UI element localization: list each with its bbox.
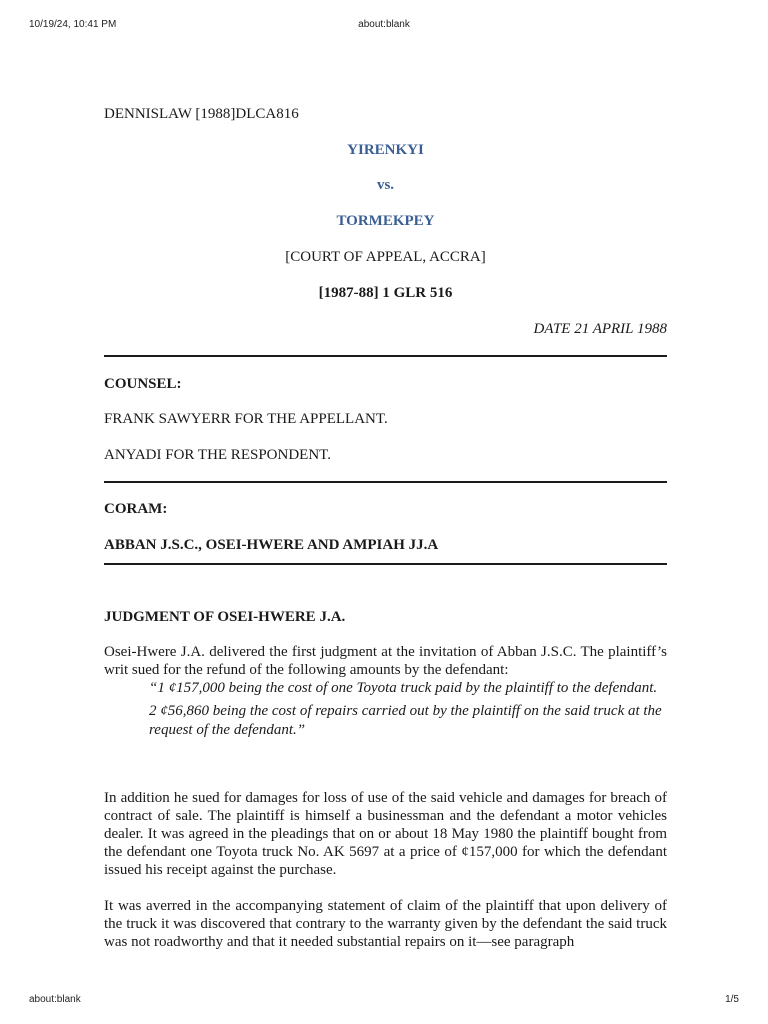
- counsel-heading: COUNSEL:: [104, 376, 182, 392]
- document-body: [104, 104, 667, 951]
- plaintiff-name: YIRENKYI: [347, 142, 424, 158]
- case-citation: DENNISLAW [1988]DLCA816: [104, 106, 299, 122]
- print-header: [0, 19, 768, 33]
- judgment-paragraph-3: It was averred in the accompanying statement of claim of the plaintiff that upon delivery of the truck it was discovered that contrary to the warranty given by the defendant the said truck was not roadworthy and that it needed substantial repairs on it—see paragraph: [104, 898, 667, 950]
- print-datetime: 10/19/24, 10:41 PM: [29, 19, 117, 30]
- coram-heading: CORAM:: [104, 501, 168, 517]
- counsel-appellant: FRANK SAWYERR FOR THE APPELLANT.: [104, 411, 388, 427]
- defendant-name: TORMEKPEY: [336, 213, 435, 229]
- judgment-paragraph-1: Osei-Hwere J.A. delivered the first judgment at the invitation of Abban J.S.C. The plaintiff’s writ sued for the refund of the following amounts by the defendant:: [104, 644, 667, 678]
- print-url: about:blank: [29, 994, 81, 1005]
- court-name: [COURT OF APPEAL, ACCRA]: [285, 249, 486, 265]
- claim-item-1: “1 ¢157,000 being the cost of one Toyota truck paid by the plaintiff to the defendant.: [149, 680, 658, 696]
- judgment-heading: JUDGMENT OF OSEI-HWERE J.A.: [104, 609, 346, 625]
- print-footer: [0, 994, 768, 1008]
- versus-label: vs.: [376, 177, 395, 193]
- judgment-paragraph-2: In addition he sued for damages for loss of use of the said vehicle and damages for breach of contract of sale. The plaintiff is himself a businessman and the defendant a motor vehicles dealer. It was agreed in the pleadings that on or about 18 May 1980 the plaintiff bought from the defendant one Toyota truck No. AK 5697 at a price of ¢157,000 for which the defendant issued his receipt against the purchase.: [104, 790, 667, 878]
- judgment-date: DATE 21 APRIL 1988: [533, 321, 667, 337]
- page-number: 1/5: [725, 994, 739, 1005]
- claim-item-2: 2 ¢56,860 being the cost of repairs carried out by the plaintiff on the said truck at the request of the defendant.”: [149, 703, 662, 738]
- counsel-respondent: ANYADI FOR THE RESPONDENT.: [104, 447, 331, 463]
- law-report-citation: [1987-88] 1 GLR 516: [318, 285, 453, 301]
- coram-judges: ABBAN J.S.C., OSEI-HWERE AND AMPIAH JJ.A: [104, 537, 439, 553]
- print-page-title: about:blank: [358, 19, 410, 30]
